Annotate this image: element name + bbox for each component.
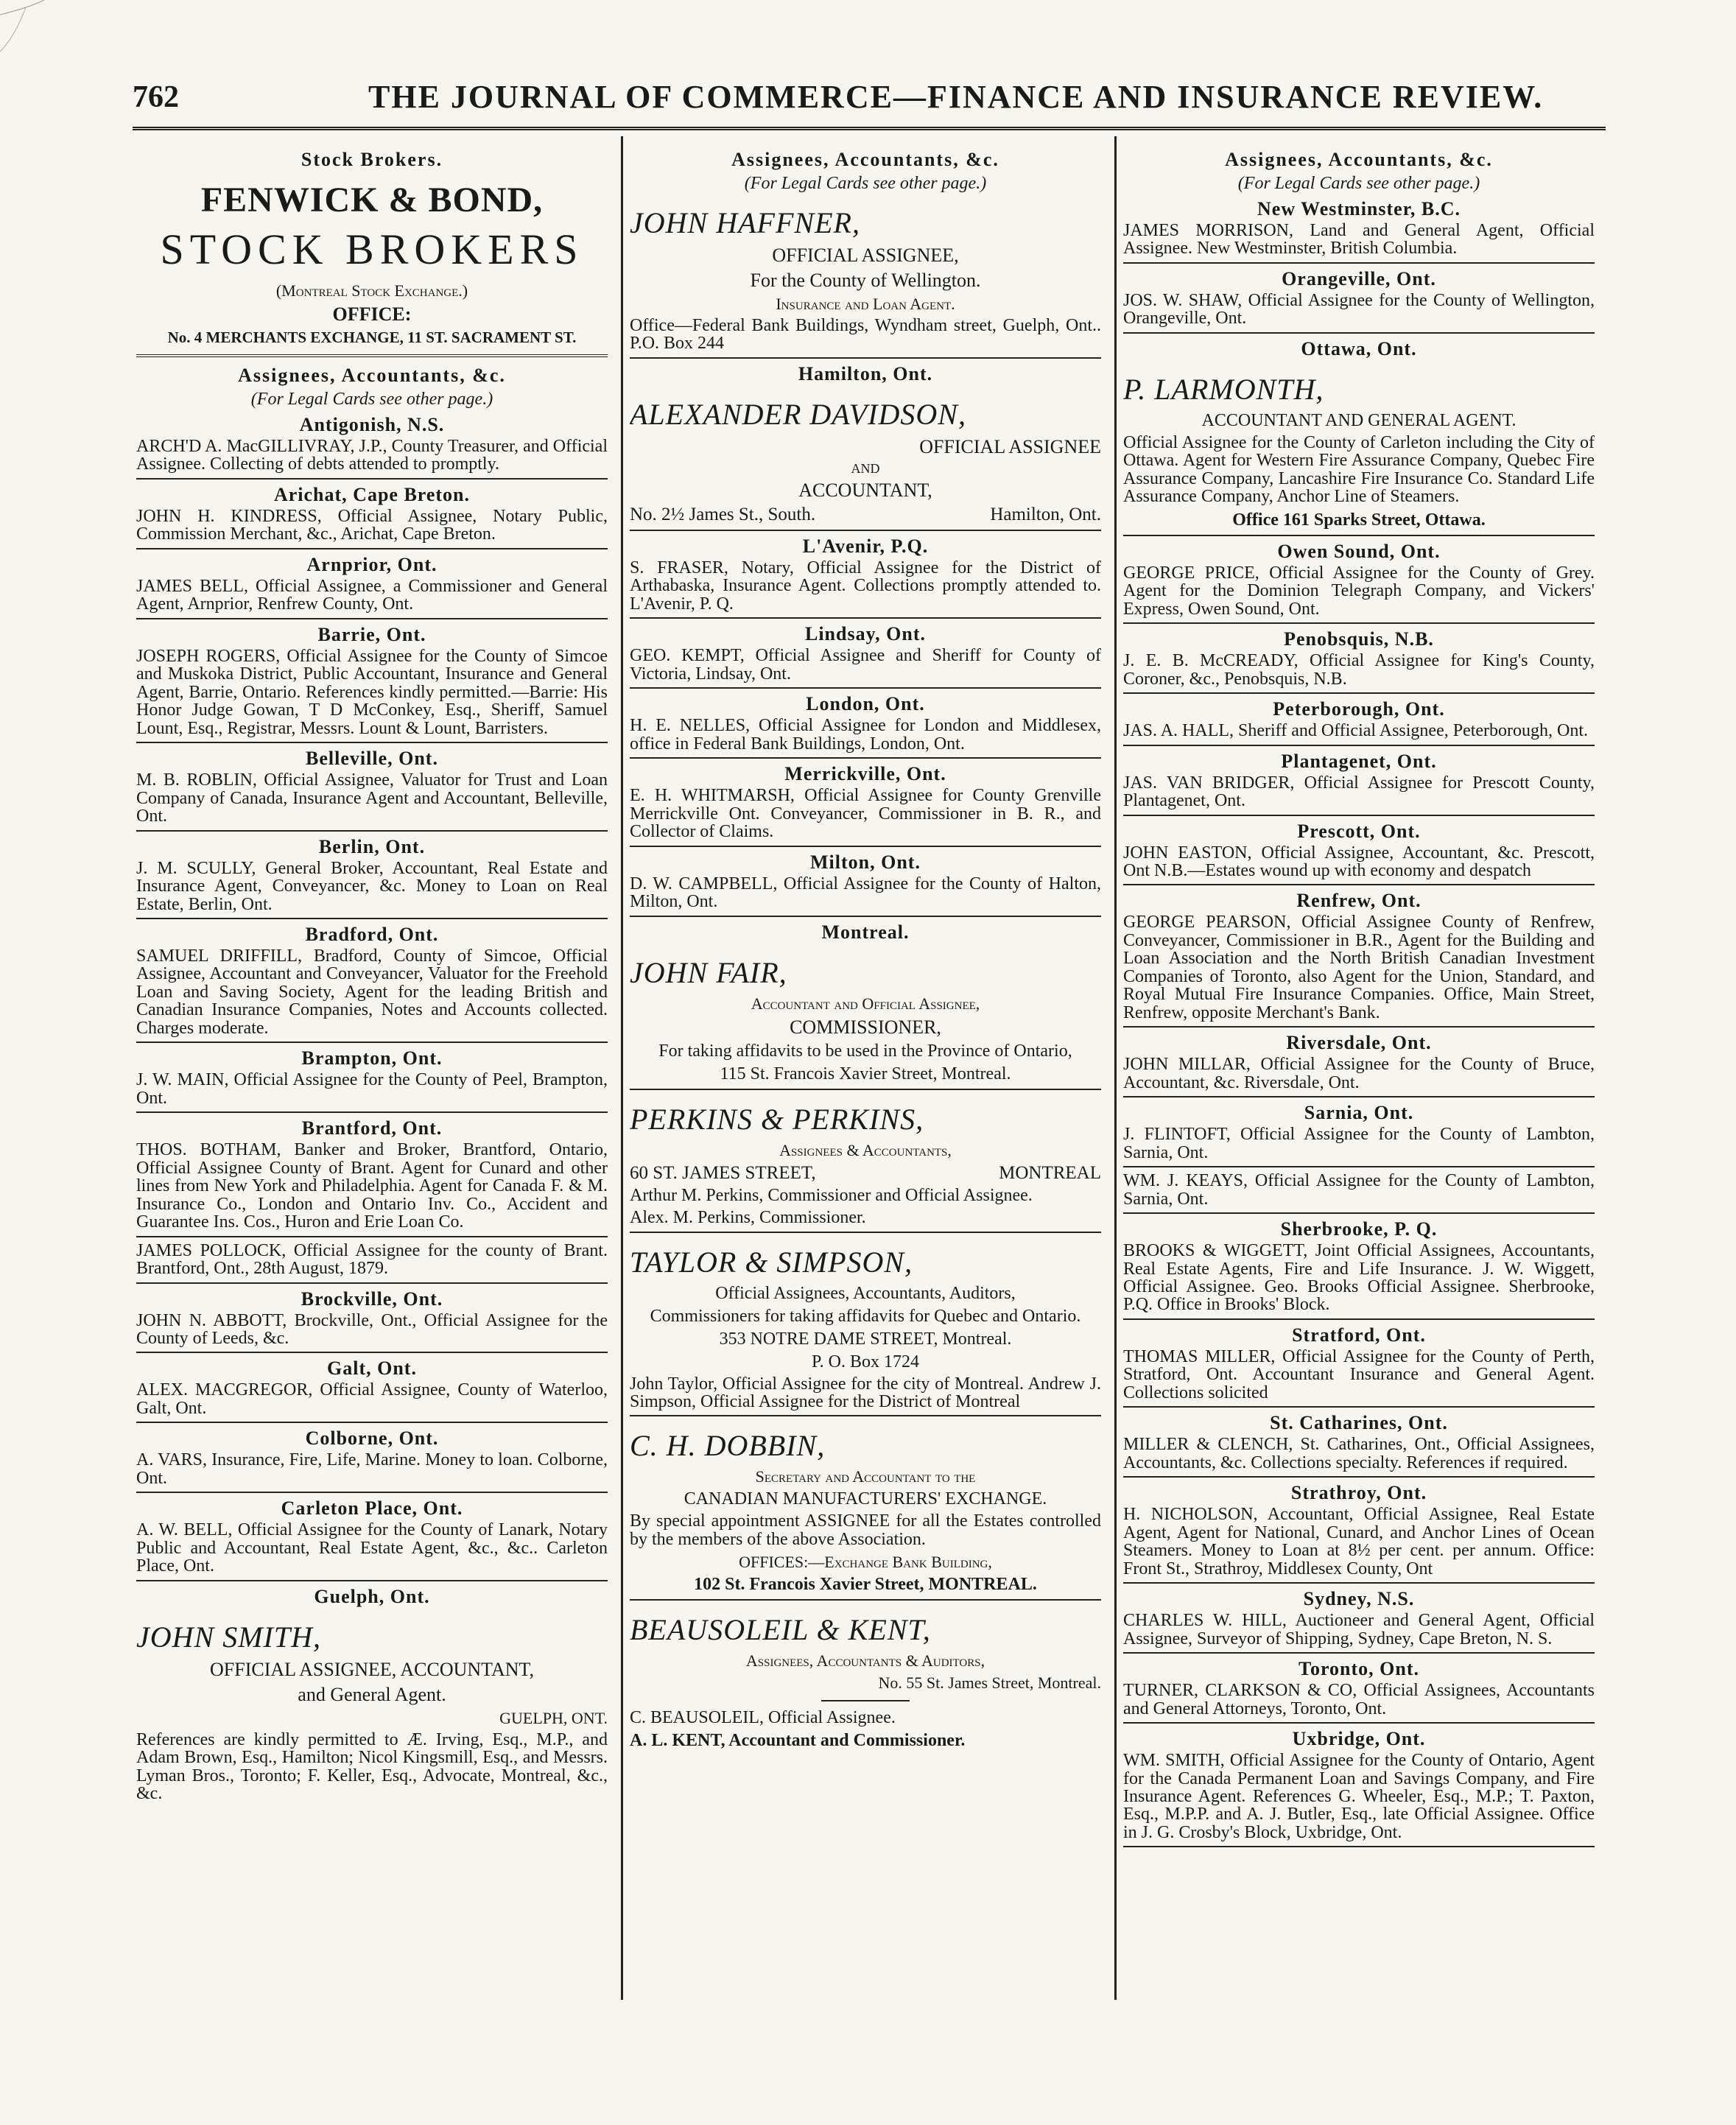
card-name: TAYLOR & SIMPSON, <box>630 1245 913 1279</box>
divider <box>1123 1406 1595 1408</box>
divider <box>1123 1582 1595 1584</box>
card-address: Office 161 Sparks Street, Ottawa. <box>1232 510 1486 530</box>
divider <box>136 548 608 549</box>
listing-entry: A. VARS, Insurance, Fire, Life, Marine. Money to loan. Colborne, Ont. <box>136 1450 608 1488</box>
card-title: Assignees, Accountants & Auditors, <box>745 1651 985 1671</box>
card-address <box>630 1163 1101 1184</box>
divider <box>630 357 1101 359</box>
place-heading: Guelph, Ont. <box>314 1585 430 1607</box>
card-address: Office—Federal Bank Buildings, Wyndham street, Guelph, Ont.. P.O. Box 244 <box>630 316 1101 354</box>
listing-entry: JAMES BELL, Official Assignee, a Commissioner and General Agent, Arnprior, Renfrew County, Ont. <box>136 576 608 614</box>
firm-exchange: (Montreal Stock Exchange.) <box>275 281 468 300</box>
card-line: Commissioners for taking affidavits for Quebec and Ontario. <box>650 1306 1081 1326</box>
divider <box>136 478 608 480</box>
address-street: No. 2½ James St., South. <box>630 504 816 524</box>
card-address: 353 NOTRE DAME STREET, Montreal. <box>719 1329 1012 1349</box>
listing-entry: ARCH'D A. MacGILLIVRAY, J.P., County Treasurer, and Official Assignee. Collecting of debts attended to promptly. <box>136 437 608 474</box>
place-heading: Sydney, N.S. <box>1303 1588 1415 1610</box>
section-heading: Assignees, Accountants, &c. <box>1225 149 1493 170</box>
card-line: ACCOUNTANT, <box>798 479 932 501</box>
listing-entry: TURNER, CLARKSON & CO, Official Assignees, Accountants and General Attorneys, Toronto, Ont. <box>1123 1681 1595 1718</box>
listing-group <box>630 535 1101 917</box>
place-heading: Orangeville, Ont. <box>1282 267 1436 289</box>
divider <box>136 742 608 743</box>
divider <box>136 1580 608 1581</box>
place-heading: Uxbridge, Ont. <box>1292 1728 1426 1750</box>
column-middle <box>630 141 1101 1998</box>
card-name: JOHN FAIR, <box>630 955 787 989</box>
place-heading: Toronto, Ont. <box>1299 1658 1419 1680</box>
card-title: Accountant and Official Assignee, <box>751 994 980 1013</box>
office-label: OFFICE: <box>332 303 412 325</box>
section-heading: Assignees, Accountants, &c. <box>238 365 506 386</box>
divider <box>1123 692 1595 694</box>
place-heading: Stratford, Ont. <box>1292 1324 1426 1346</box>
listing-entry: J. W. MAIN, Official Assignee for the County of Peel, Brampton, Ont. <box>136 1070 608 1108</box>
listing-entry: MILLER & CLENCH, St. Catharines, Ont., Official Assignees, Accountants, &c. Collections specialty. References if required. <box>1123 1435 1595 1472</box>
listing-entry: JOS. W. SHAW, Official Assignee for the County of Wellington, Orangeville, Ont. <box>1123 290 1595 329</box>
section-note: (For Legal Cards see other page.) <box>1237 174 1480 193</box>
card-line: P. O. Box 1724 <box>811 1352 920 1371</box>
place-heading: Peterborough, Ont. <box>1273 698 1445 720</box>
place-heading: Hamilton, Ont. <box>798 362 933 384</box>
card-line: Alex. M. Perkins, Commissioner. <box>630 1208 866 1228</box>
place-heading: Colborne, Ont. <box>305 1427 439 1450</box>
card-line: Arthur M. Perkins, Commissioner and Official Assignee. <box>630 1185 1033 1205</box>
divider <box>1123 1166 1595 1167</box>
card-line: COMMISSIONER, <box>790 1016 941 1038</box>
place-heading: Galt, Ont. <box>327 1357 417 1380</box>
divider <box>136 830 608 832</box>
divider <box>630 687 1101 689</box>
card-address <box>630 505 1101 525</box>
listing-entry: H. E. NELLES, Official Assignee for London and Middlesex, office in Federal Bank Buildings, London, Ont. <box>630 716 1101 754</box>
divider <box>1123 1846 1595 1847</box>
listing-entry: WM. SMITH, Official Assignee for the County of Ontario, Agent for the Canada Permanent Loan and Savings Company, and Fire Insurance Agent. References G. Wheeler, Esq., M.P.; T. Paxton, Esq., M.P.P. and A. J. Butler, Esq., late Official Assignee. Office in J. G. Crosby's Block, Uxbridge, Ont. <box>1123 1751 1595 1842</box>
place-heading: Arichat, Cape Breton. <box>273 483 471 505</box>
place-heading: St. Catharines, Ont. <box>1270 1412 1448 1434</box>
card-line: For the County of Wellington. <box>750 270 981 291</box>
divider <box>1123 1026 1595 1028</box>
place-heading: Riversdale, Ont. <box>1286 1032 1432 1054</box>
card-text: Official Assignee for the County of Carleton including the City of Ottawa. Agent for Western Fire Assurance Company, Quebec Fire Assurance Company, Lancashire Fire Insurance Co. Standard Life Assurance Company, Anchor Line of Steamers. <box>1123 432 1595 507</box>
listing-entry: JOHN H. KINDRESS, Official Assignee, Notary Public, Commission Merchant, &c., Arichat, Cape Breton. <box>136 506 608 544</box>
listing-group <box>1123 541 1595 1848</box>
page-number: 762 <box>133 80 179 114</box>
place-heading: Sarnia, Ont. <box>1304 1102 1414 1124</box>
address-street: 60 ST. JAMES STREET, <box>630 1162 816 1183</box>
place-heading: Berlin, Ont. <box>318 835 426 857</box>
listing-entry: JOSEPH ROGERS, Official Assignee for the County of Simcoe and Muskoka District, Public Accountant, Insurance and General Agent, Barrie, Ontario. References kindly permitted.—Barrie: His Honor Judge Gowan, T D McConkey, Esq., Sheriff, Samuel Lount, Esq., Registrar, Messrs. Lount & Lount, Barristers. <box>136 646 608 738</box>
card-name: C. H. DOBBIN, <box>630 1429 826 1463</box>
divider <box>1123 1096 1595 1097</box>
card-address: No. 55 St. James Street, Montreal. <box>878 1673 1101 1693</box>
listing-entry: WM. J. KEAYS, Official Assignee for the County of Lambton, Sarnia, Ont. <box>1123 1171 1595 1209</box>
divider <box>630 530 1101 531</box>
place-heading: Owen Sound, Ont. <box>1277 540 1441 562</box>
card-subtitle: and General Agent. <box>298 1683 446 1705</box>
divider <box>136 918 608 919</box>
card-name: JOHN HAFFNER, <box>630 206 860 239</box>
section-note: (For Legal Cards see other page.) <box>250 390 493 409</box>
listing-entry: SAMUEL DRIFFILL, Bradford, County of Simcoe, Official Assignee, Accountant and Conveyancer, Valuator for the Freehold Loan and Saving Society, Agent for the leading British and Canadian Insurance Companies, Notes and Accounts collected. Charges moderate. <box>136 946 608 1038</box>
place-heading: Lindsay, Ont. <box>804 623 926 645</box>
place-heading: Brampton, Ont. <box>301 1047 443 1069</box>
listing-entry: BROOKS & WIGGETT, Joint Official Assignees, Accountants, Real Estate Agents, Fire and Life Insurance. J. W. Wiggett, Official Assignee. Geo. Brooks Official Assignee. Sherbrooke, P.Q. Office in Brooks' Block. <box>1123 1241 1595 1315</box>
place-heading: Barrie, Ont. <box>317 623 426 645</box>
place-heading: Sherbrooke, P. Q. <box>1280 1218 1438 1240</box>
card-address: 115 St. Francois Xavier Street, Montreal. <box>720 1064 1011 1083</box>
card-line: For taking affidavits to be used in the Province of Ontario, <box>658 1041 1072 1061</box>
divider <box>630 1232 1101 1233</box>
place-heading: Bradford, Ont. <box>305 923 439 945</box>
card-name: JOHN SMITH, <box>136 1620 321 1654</box>
card-name: P. LARMONTH, <box>1123 372 1324 406</box>
column-divider <box>1114 136 1117 2000</box>
column-left <box>136 141 608 1998</box>
listing-entry: E. H. WHITMARSH, Official Assignee for County Grenville Merrickville Ont. Conveyancer, Commissioner in B. R., and Collector of Claims. <box>630 786 1101 842</box>
journal-title: THE JOURNAL OF COMMERCE—FINANCE AND INSURANCE REVIEW. <box>368 79 1544 115</box>
divider <box>136 1042 608 1043</box>
card-references: References are kindly permitted to Æ. Irving, Esq., M.P., and Adam Brown, Esq., Hamilton; Nicol Kingsmill, Esq., and Messrs. Lyman Bros., Toronto; F. Keller, Esq., Advocate, Montreal, &c., &c. <box>136 1729 608 1804</box>
listing-entry: J. M. SCULLY, General Broker, Accountant, Real Estate and Insurance Agent, Conveyancer, &c. Money to Loan on Real Estate, Berlin, Ont. <box>136 858 608 914</box>
divider <box>1123 262 1595 264</box>
page-header <box>133 74 1606 125</box>
place-heading: Carleton Place, Ont. <box>281 1497 463 1520</box>
card-title: Assignees & Accountants, <box>779 1140 952 1159</box>
section-heading: Assignees, Accountants, &c. <box>731 149 999 170</box>
divider <box>1123 535 1595 536</box>
divider <box>1123 884 1595 885</box>
divider <box>630 916 1101 917</box>
divider <box>136 1282 608 1284</box>
card-line: C. BEAUSOLEIL, Official Assignee. <box>630 1708 896 1728</box>
listing-entry: J. FLINTOFT, Official Assignee for the County of Lambton, Sarnia, Ont. <box>1123 1125 1595 1162</box>
place-heading: Belleville, Ont. <box>306 748 438 770</box>
listing-group <box>136 414 608 1581</box>
divider <box>136 1236 608 1237</box>
card-line: OFFICES:—Exchange Bank Building, <box>739 1553 992 1572</box>
office-address: No. 4 MERCHANTS EXCHANGE, 11 ST. SACRAMENT ST. <box>167 329 577 346</box>
place-heading: Renfrew, Ont. <box>1296 890 1422 912</box>
firm-title: STOCK BROKERS <box>160 225 584 273</box>
divider <box>821 1700 910 1701</box>
card-title: OFFICIAL ASSIGNEE <box>919 435 1101 457</box>
divider <box>1123 1212 1595 1214</box>
listing-entry: GEO. KEMPT, Official Assignee and Sheriff for County of Victoria, Lindsay, Ont. <box>630 646 1101 684</box>
listing-entry: ALEX. MACGREGOR, Official Assignee, County of Waterloo, Galt, Ont. <box>136 1380 608 1418</box>
divider <box>1123 622 1595 624</box>
divider <box>136 354 608 357</box>
listing-entry: A. W. BELL, Official Assignee for the County of Lanark, Notary Public and Accountant, Real Estate Agent, &c., &c.. Carleton Place, Ont. <box>136 1520 608 1576</box>
card-text: By special appointment ASSIGNEE for all the Estates controlled by the members of the above Association. <box>630 1511 1101 1549</box>
listing-entry: THOS. BOTHAM, Banker and Broker, Brantford, Ontario, Official Assignee County of Brant. Agent for Cunard and other lines from New York and Philadelphia. Agent for Canada F. & M. Insurance Co., London and Ontario Inv. Co., Accident and Guarantee Ins. Cos., Huron and Erie Loan Co. <box>136 1140 608 1232</box>
listing-entry: THOMAS MILLER, Official Assignee for the County of Perth, Stratford, Ont. Accountant Insurance and General Agent. Collections solicited <box>1123 1346 1595 1402</box>
divider <box>630 757 1101 759</box>
address-city: MONTREAL <box>999 1162 1101 1183</box>
card-line: CANADIAN MANUFACTURERS' EXCHANGE. <box>683 1489 1047 1509</box>
card-name: BEAUSOLEIL & KENT, <box>630 1613 931 1647</box>
page-stain <box>0 0 88 88</box>
divider <box>1123 1318 1595 1320</box>
divider <box>630 617 1101 619</box>
divider <box>630 1089 1101 1090</box>
listing-group <box>1123 198 1595 334</box>
card-address: 102 St. Francois Xavier Street, MONTREAL. <box>694 1575 1037 1595</box>
divider <box>136 1352 608 1353</box>
column-right <box>1123 141 1595 1998</box>
listing-entry: GEORGE PRICE, Official Assignee for the County of Grey. Agent for the Dominion Telegraph Company, and Vickers' Express, Owen Sound, Ont. <box>1123 563 1595 619</box>
divider <box>1123 1652 1595 1654</box>
listing-entry: H. NICHOLSON, Accountant, Official Assignee, Real Estate Agent, Agent for National, Cunard, and Anchor Lines of Ocean Steamers. Money to Loan at 8½ per cent. per annum. Office: Front St., Strathroy, Middlesex County, Ont <box>1123 1505 1595 1578</box>
place-heading: Montreal. <box>821 921 910 943</box>
address-city: Hamilton, Ont. <box>990 504 1101 524</box>
divider <box>630 1415 1101 1416</box>
card-name: PERKINS & PERKINS, <box>630 1102 924 1136</box>
listing-entry: JAS. VAN BRIDGER, Official Assignee for Prescott County, Plantagenet, Ont. <box>1123 773 1595 811</box>
listing-entry: JOHN MILLAR, Official Assignee for the County of Bruce, Accountant, &c. Riversdale, Ont. <box>1123 1055 1595 1092</box>
divider <box>136 1111 608 1113</box>
header-rule <box>133 127 1606 130</box>
place-heading: Merrickville, Ont. <box>784 763 946 785</box>
listing-entry: J. E. B. McCREADY, Official Assignee for King's County, Coroner, &c., Penobsquis, N.B. <box>1123 651 1595 689</box>
card-text: John Taylor, Official Assignee for the city of Montreal. Andrew J. Simpson, Official Assignee for the District of Montreal <box>630 1374 1101 1411</box>
listing-entry: S. FRASER, Notary, Official Assignee for the District of Arthabaska, Insurance Agent. Collections promptly attended to. L'Avenir, P. Q. <box>630 558 1101 614</box>
section-heading: Stock Brokers. <box>301 149 443 170</box>
listing-entry: JOHN N. ABBOTT, Brockville, Ont., Official Assignee for the County of Leeds, &c. <box>136 1310 608 1348</box>
place-heading: London, Ont. <box>806 693 925 715</box>
place-heading: Plantagenet, Ont. <box>1281 750 1437 772</box>
divider <box>630 1599 1101 1601</box>
firm-name: FENWICK & BOND, <box>200 180 544 219</box>
card-city: GUELPH, ONT. <box>499 1708 608 1727</box>
divider <box>1123 745 1595 746</box>
section-note: (For Legal Cards see other page.) <box>744 174 987 193</box>
place-heading: Arnprior, Ont. <box>306 553 437 575</box>
divider <box>1123 332 1595 334</box>
place-heading: L'Avenir, P.Q. <box>802 535 929 557</box>
listing-entry: JAMES POLLOCK, Official Assignee for the county of Brant. Brantford, Ont., 28th August, 1879. <box>136 1240 608 1279</box>
listing-entry: JOHN EASTON, Official Assignee, Accountant, &c. Prescott, Ont N.B.—Estates wound up with economy and despatch <box>1123 843 1595 880</box>
place-heading: Brantford, Ont. <box>301 1117 443 1139</box>
card-line: A. L. KENT, Accountant and Commissioner. <box>630 1730 966 1750</box>
place-heading: Penobsquis, N.B. <box>1284 628 1434 650</box>
place-heading: Antigonish, N.S. <box>299 414 445 435</box>
place-heading: Prescott, Ont. <box>1297 820 1421 842</box>
card-title: ACCOUNTANT AND GENERAL AGENT. <box>1201 410 1517 430</box>
divider <box>1123 1476 1595 1478</box>
place-heading: Ottawa, Ont. <box>1301 337 1417 359</box>
place-heading: Brockville, Ont. <box>301 1288 443 1310</box>
place-heading: Strathroy, Ont. <box>1290 1482 1427 1504</box>
card-name: ALEXANDER DAVIDSON, <box>630 397 966 431</box>
divider <box>1123 815 1595 816</box>
card-line: Insurance and Loan Agent. <box>776 295 955 313</box>
place-heading: Milton, Ont. <box>810 851 921 873</box>
listing-entry: JAMES MORRISON, Land and General Agent, Official Assignee. New Westminster, British Columbia. <box>1123 221 1595 259</box>
divider <box>136 1422 608 1423</box>
listing-entry: CHARLES W. HILL, Auctioneer and General Agent, Official Assignee, Surveyor of Shipping, Sydney, Cape Breton, N. S. <box>1123 1611 1595 1648</box>
column-divider <box>621 136 623 2000</box>
place-heading: New Westminster, B.C. <box>1257 198 1461 219</box>
divider <box>136 618 608 619</box>
divider <box>136 1492 608 1493</box>
card-title: Secretary and Accountant to the <box>755 1467 976 1486</box>
card-title: OFFICIAL ASSIGNEE, ACCOUNTANT, <box>210 1658 534 1680</box>
divider <box>630 846 1101 847</box>
listing-entry: JAS. A. HALL, Sheriff and Official Assignee, Peterborough, Ont. <box>1123 721 1589 741</box>
listing-entry: D. W. CAMPBELL, Official Assignee for the County of Halton, Milton, Ont. <box>630 874 1101 912</box>
card-title: Official Assignees, Accountants, Auditors, <box>715 1283 1016 1303</box>
divider <box>1123 1722 1595 1724</box>
listing-entry: GEORGE PEARSON, Official Assignee County of Renfrew, Conveyancer, Commissioner in B.R., Agent for the Building and Loan Association and the North British Canadian Investment Companies of Toronto, also Agent for the Union, Standard, and Royal Mutual Fire Insurance Companies. Office, Main Street, Renfrew, opposite Merchant's Bank. <box>1123 913 1595 1022</box>
card-title: OFFICIAL ASSIGNEE, <box>772 245 959 266</box>
listing-entry: M. B. ROBLIN, Official Assignee, Valuator for Trust and Loan Company of Canada, Insurance Agent and Accountant, Belleville, Ont. <box>136 770 608 826</box>
card-line: AND <box>851 460 880 476</box>
